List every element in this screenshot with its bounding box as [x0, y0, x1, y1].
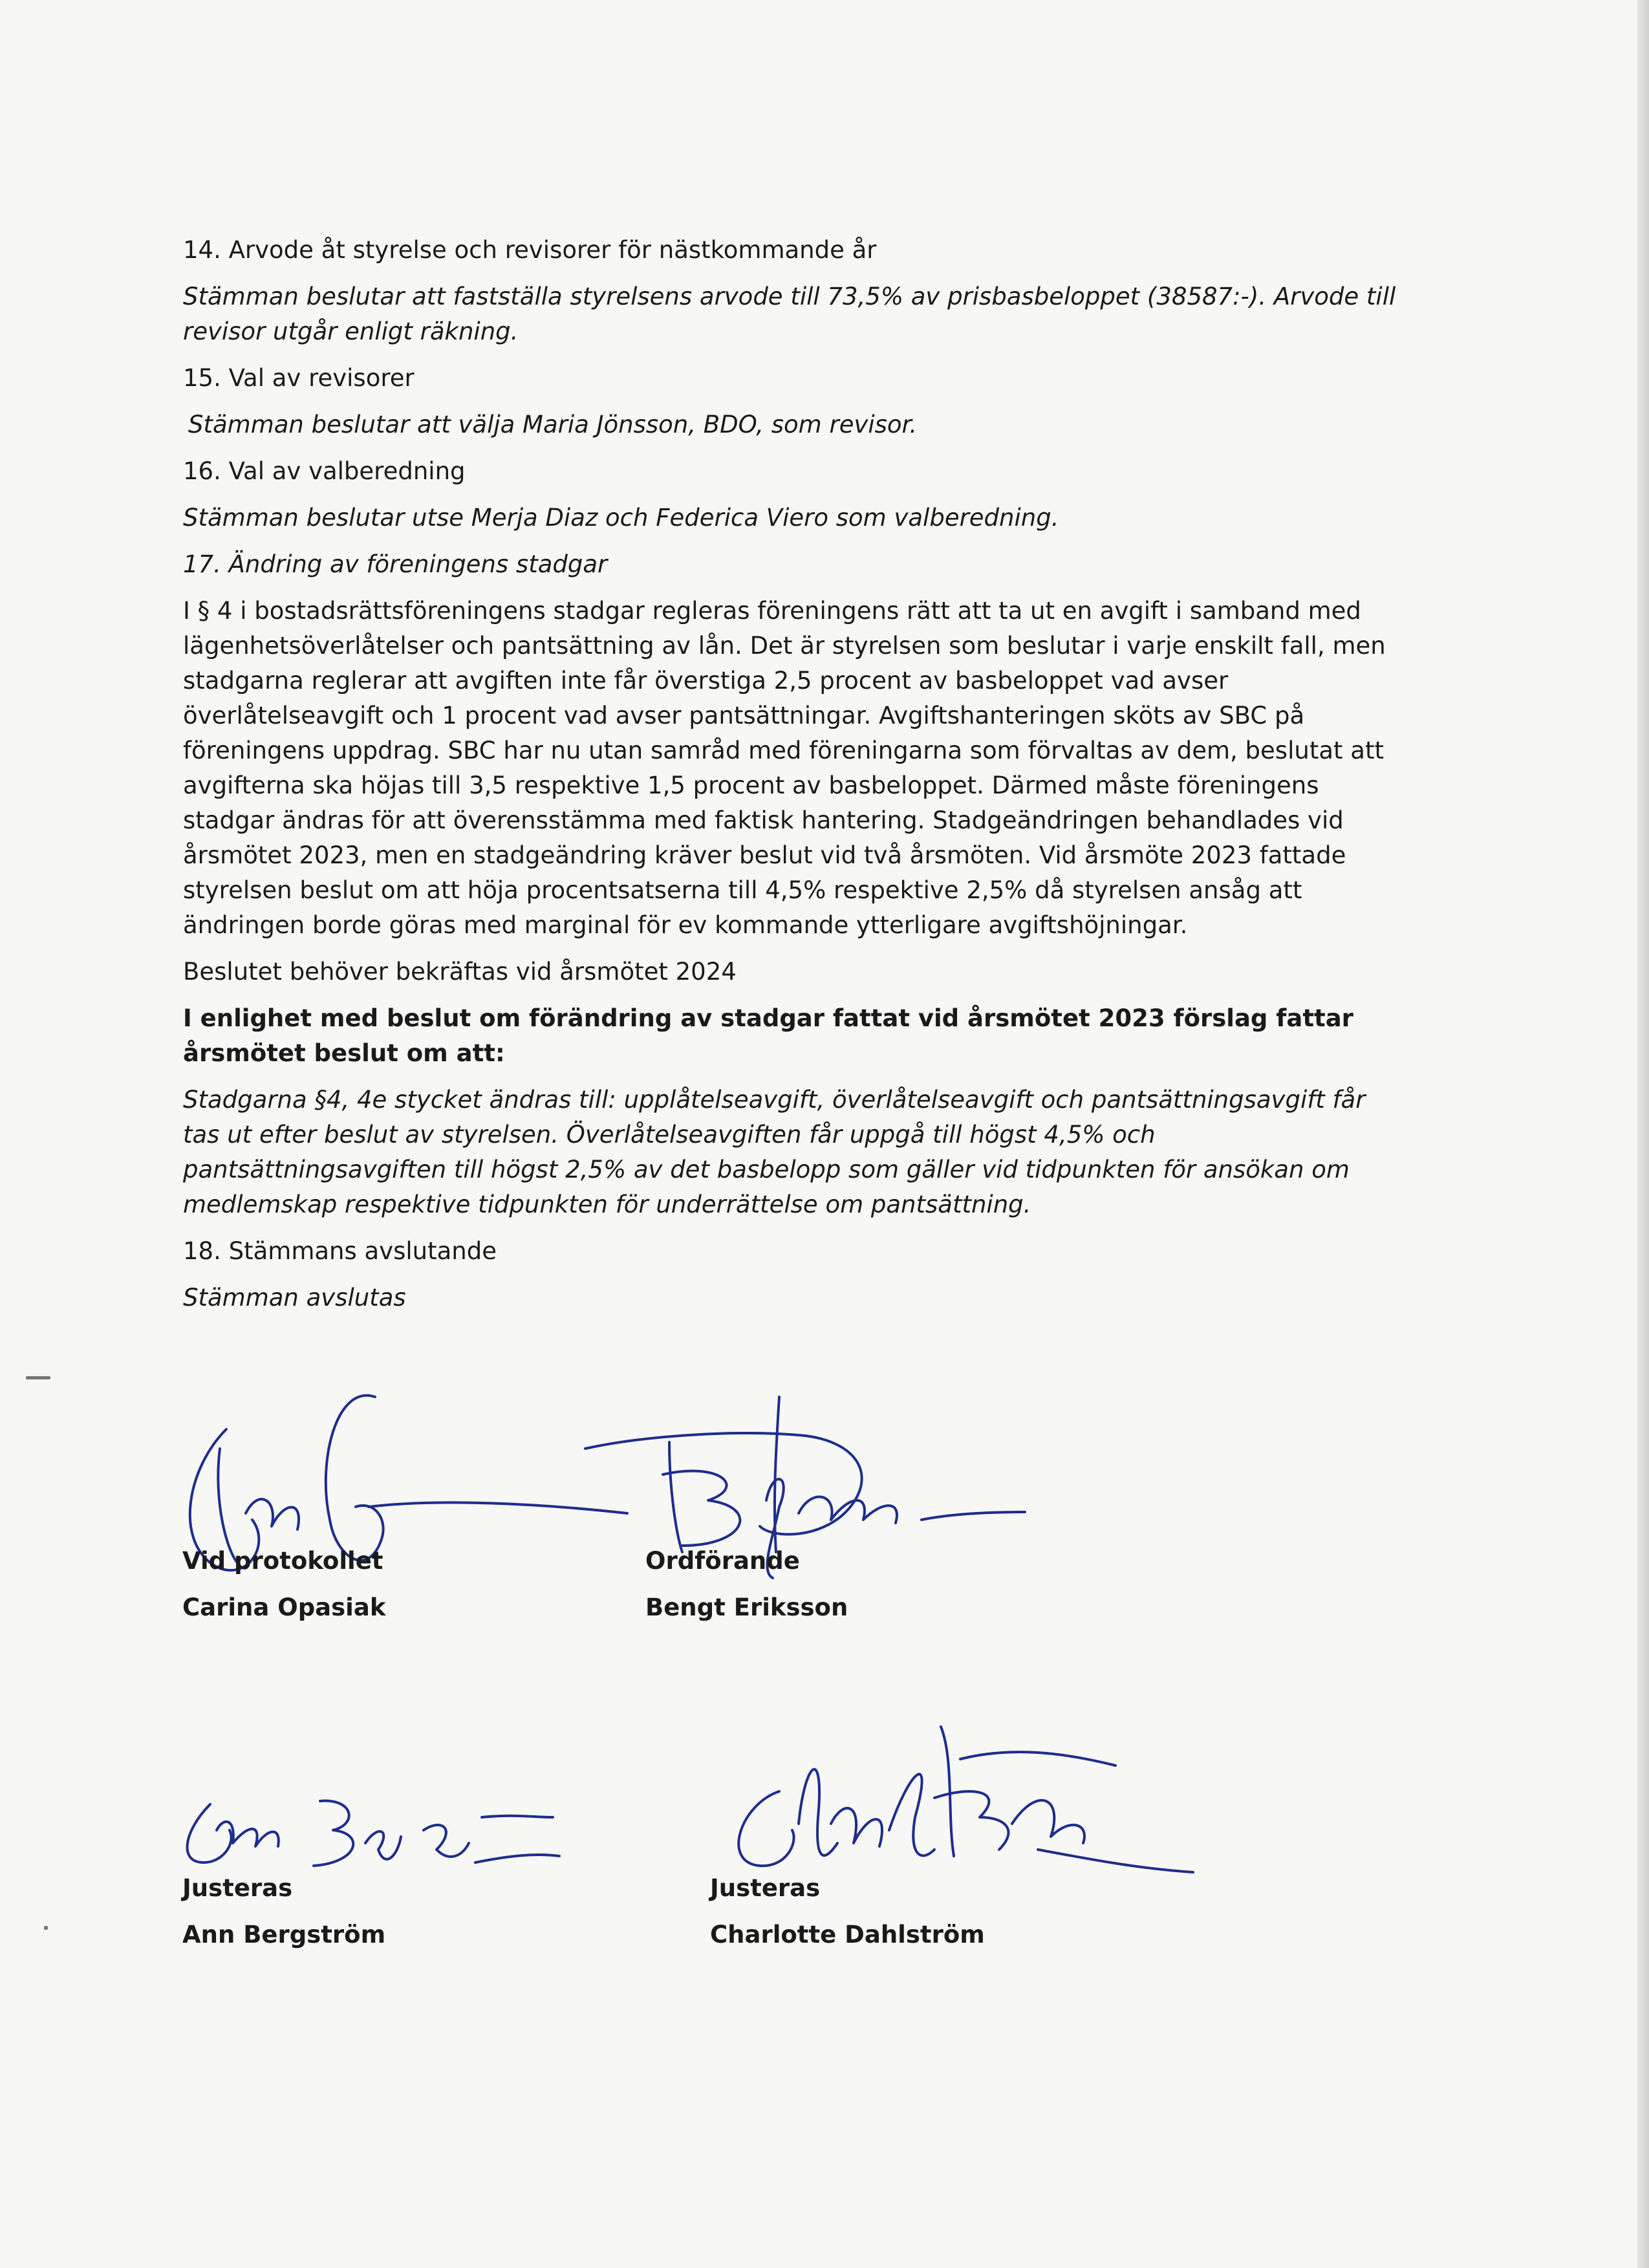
item-body: I § 4 i bostadsrättsföreningens stadgar regleras föreningens rätt att ta ut en avgift i samband med lägenhetsöverlåtelser och pantsättning av lån. Det är styrelsen som beslutar i varje enskilt fall, men stadgarna reglerar att avgiften inte får överstiga 2,5 procent av basbeloppet vad avser överlåtelseavgift och 1 procent vad avser pantsättningar. Avgiftshanteringen sköts av SBC på föreningens uppdrag. SBC har nu utan samråd med föreningarna som förvaltas av dem, beslutat att avgifterna ska höjas till 3,5 respektive 1,5 procent av basbeloppet. Därmed måste föreningens stadgar ändras för att överensstämma med faktisk hantering. Stadgeändringen behandlades vid årsmötet 2023, men en stadgeändring kräver beslut vid två årsmöten. Vid årsmöte 2023 fattade styrelsen beslut om att höja procentsatserna till 4,5% respektive 2,5% då styrelsen ansåg att ändringen borde göras med marginal för ev kommande ytterligare avgiftshöjningar. [183, 597, 1386, 939]
signature-block-adjuster-2 [710, 1865, 985, 1958]
item-heading: 14. Arvode åt styrelse och revisorer för nästkommande år [183, 236, 877, 264]
item-heading: 18. Stämmans avslutande [183, 1237, 497, 1265]
item-16 [183, 454, 1405, 535]
item-heading: 16. Val av valberedning [183, 457, 466, 485]
signatory-role: Justeras [182, 1874, 293, 1902]
item-14 [183, 233, 1405, 349]
signature-block-secretary [182, 1538, 385, 1631]
item-decision: Stämman beslutar utse Merja Diaz och Federica Viero som valberedning. [183, 504, 1059, 532]
signatory-name: Ann Bergström [182, 1921, 386, 1949]
signature-block-chair [645, 1538, 848, 1631]
confirm-note: Beslutet behöver bekräftas vid årsmötet 2024 [183, 958, 737, 986]
document-body [183, 233, 1405, 1327]
resolution-text: Stadgarna §4, 4e stycket ändras till: upplåtelseavgift, överlåtelseavgift och pantsättningsavgift får tas ut efter beslut av styrelsen. Överlåtelseavgiften får uppgå till högst 4,5% och pantsättningsavgiften till högst 2,5% av det basbelopp som gäller vid tidpunkten för ansökan om medlemskap respektive tidpunkten för underrättelse om pantsättning. [183, 1086, 1366, 1218]
page-edge [1637, 0, 1649, 2268]
signatory-name: Carina Opasiak [182, 1593, 386, 1621]
scan-speck [44, 1926, 48, 1930]
signatory-name: Charlotte Dahlström [710, 1921, 985, 1949]
item-heading: 15. Val av revisorer [183, 364, 415, 392]
item-18 [183, 1234, 1405, 1315]
signature-ann [171, 1791, 559, 1875]
resolution-intro: I enlighet med beslut om förändring av stadgar fattat vid årsmötet 2023 förslag fattar årsmötet beslut om att: [183, 1004, 1353, 1067]
signature-block-adjuster-1 [182, 1865, 385, 1958]
scan-speck [26, 1376, 50, 1379]
signatory-role: Vid protokollet [182, 1547, 383, 1575]
item-15 [183, 361, 1405, 442]
item-17 [183, 547, 1405, 1222]
signatory-name: Bengt Eriksson [645, 1593, 848, 1621]
signatory-role: Ordförande [645, 1547, 800, 1575]
item-decision: Stämman avslutas [183, 1284, 406, 1312]
signature-charlotte [702, 1720, 1232, 1882]
signatory-role: Justeras [710, 1874, 821, 1902]
item-decision: Stämman beslutar att välja Maria Jönsson, BDO, som revisor. [188, 411, 918, 438]
item-decision: Stämman beslutar att fastställa styrelsens arvode till 73,5% av prisbasbeloppet (38587:-). Arvode till revisor utgår enligt räkning. [183, 283, 1396, 345]
item-heading: 17. Ändring av föreningens stadgar [183, 550, 608, 578]
